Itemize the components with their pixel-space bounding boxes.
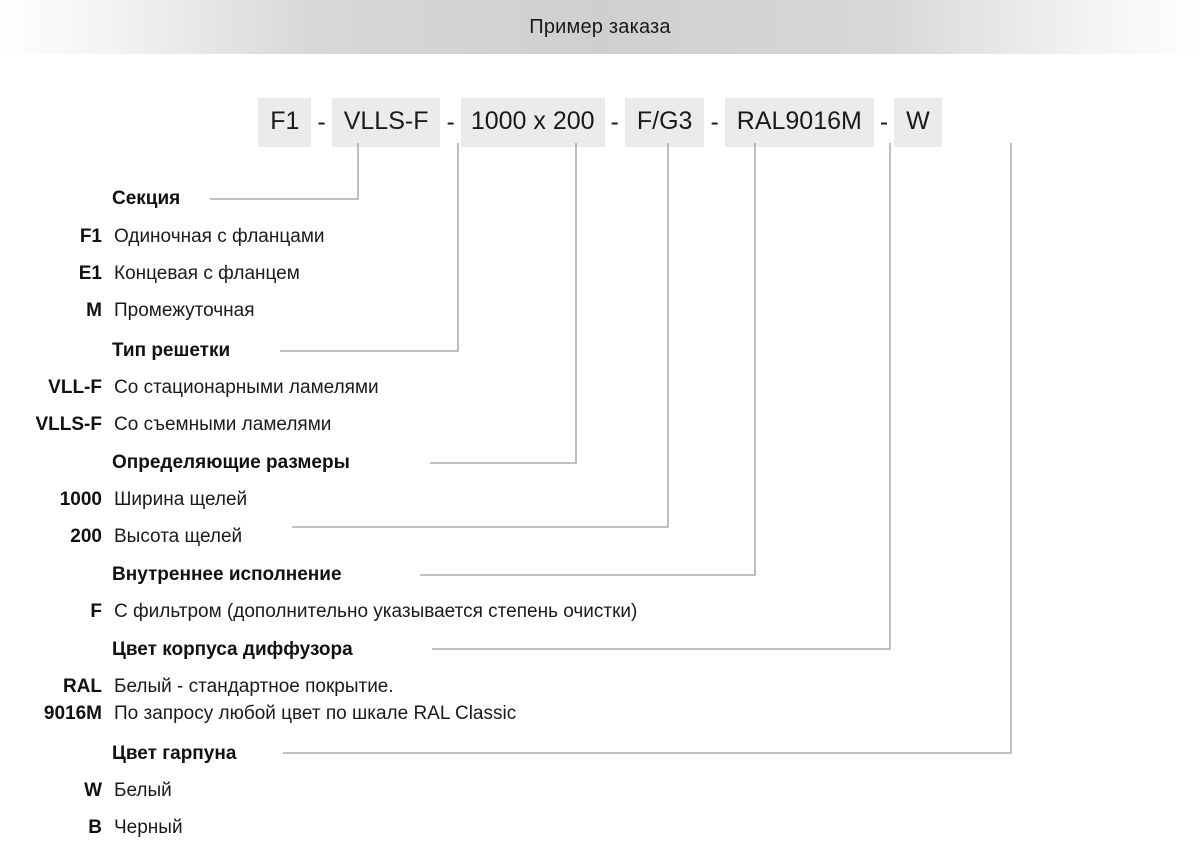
group-title-section: Секция <box>112 188 188 210</box>
legend-row <box>0 526 1100 554</box>
code-chip-section: F1 <box>258 98 311 147</box>
connector-section <box>210 143 358 199</box>
code-separator: - <box>710 108 719 136</box>
code-chip-harpoon-color: W <box>894 98 942 147</box>
legend-value: Со съемными ламелями <box>114 414 332 435</box>
legend-key: F <box>90 601 102 622</box>
legend-key: E1 <box>78 263 102 284</box>
legend-key: B <box>88 817 102 838</box>
legend-row <box>0 263 1100 291</box>
legend-key: RAL <box>62 676 102 697</box>
group-title-harpoon-color: Цвет гарпуна <box>112 743 244 765</box>
code-chip-body-color: RAL9016M <box>725 98 874 147</box>
legend-row <box>0 703 1100 731</box>
group-title-dimensions: Определяющие размеры <box>112 452 358 474</box>
code-separator: - <box>317 108 326 136</box>
legend-row <box>0 226 1100 254</box>
legend-row <box>0 377 1100 405</box>
legend-key: VLLS-F <box>35 414 102 435</box>
group-title-body-color: Цвет корпуса диффузора <box>112 639 361 661</box>
legend-row <box>0 817 1100 845</box>
legend-key: W <box>84 780 102 801</box>
legend-value: Высота щелей <box>114 526 243 547</box>
group-title-grille-type: Тип решетки <box>112 340 238 362</box>
legend-key: VLL-F <box>48 377 102 398</box>
page-title: Пример заказа <box>529 15 671 38</box>
legend-key: F1 <box>79 226 102 247</box>
legend-value: Со стационарными ламелями <box>114 377 379 398</box>
code-chip-internal: F/G3 <box>625 98 705 147</box>
code-chip-dimensions: 1000 x 200 <box>461 98 605 147</box>
page-header <box>0 0 1200 54</box>
code-separator: - <box>879 108 889 136</box>
legend-value: С фильтром (дополнительно указывается степень очистки) <box>114 601 638 622</box>
legend-value: Промежуточная <box>114 300 255 321</box>
code-separator: - <box>610 108 619 136</box>
legend-row <box>0 300 1100 328</box>
legend-row <box>0 414 1100 442</box>
legend-value: Белый <box>114 780 172 801</box>
legend-value: Одиночная с фланцами <box>114 226 325 247</box>
legend-value: Черный <box>114 817 183 838</box>
code-separator: - <box>446 108 455 136</box>
code-chip-grille-type: VLLS-F <box>332 98 441 147</box>
legend-key: 200 <box>70 526 102 547</box>
legend-row <box>0 780 1100 808</box>
legend-key: 9016M <box>43 703 102 724</box>
legend-row <box>0 489 1100 517</box>
legend-value: Концевая с фланцем <box>114 263 300 284</box>
legend-row <box>0 676 1100 704</box>
legend-key: 1000 <box>59 489 102 510</box>
legend-row <box>0 601 1100 629</box>
order-code-row <box>0 98 1200 147</box>
group-title-internal: Внутреннее исполнение <box>112 564 350 586</box>
legend-key: M <box>86 300 102 321</box>
legend-value: По запросу любой цвет по шкале RAL Classic <box>114 703 517 724</box>
legend-value: Белый - стандартное покрытие. <box>114 676 394 697</box>
legend-value: Ширина щелей <box>114 489 248 510</box>
